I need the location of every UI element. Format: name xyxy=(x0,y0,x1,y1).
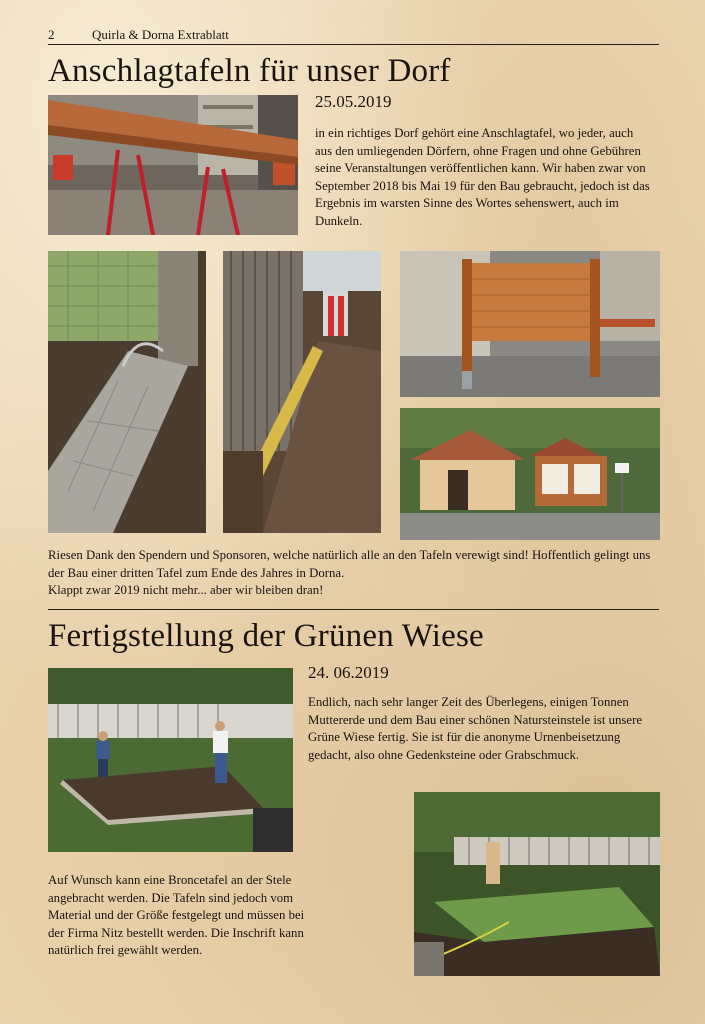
photo-workshop-board xyxy=(48,95,298,235)
article1-intro: in ein richtiges Dorf gehört eine Anschlagtafel, wo jeder, auch aus den umliegenden Dörfern, ohne Fragen und ohne Gebühren seine Veranstaltungen veröffentlichen kann. Wir haben zwar von September 2018 bis Mai 19 für den Bau gebraucht, jedoch ist das Ergebnis im warsten Sinne des Wortes sehenswert, auch im Dunkeln. xyxy=(315,126,650,228)
article2-title: Fertigstellung der Grünen Wiese xyxy=(48,618,484,654)
photo-finished-boards xyxy=(400,408,660,540)
article1-thanks: Riesen Dank den Spendern und Sponsoren, welche natürlich alle an den Tafeln verewigt sind! Hoffentlich gelingt uns der Bau einer dritten Tafel zum Ende des Jahres in Dorna. xyxy=(48,548,651,580)
photo-meadow-work xyxy=(48,668,293,852)
article2-date: 24. 06.2019 xyxy=(308,663,389,682)
publication-title: Quirla & Dorna Extrablatt xyxy=(92,27,229,42)
photo-foundation xyxy=(48,251,206,533)
photo-cable-trench xyxy=(223,251,381,533)
header-rule xyxy=(48,44,659,45)
photo-meadow-stele xyxy=(414,792,660,976)
article2-note: Auf Wunsch kann eine Broncetafel an der Stele angebracht werden. Die Tafeln sind jedoch vom Material und der Größe festgelegt und müssen bei der Firma Nitz bestellt werden. Die Inschrift kann natürlich frei gewählt werden. xyxy=(48,873,305,958)
article2-body: Endlich, nach sehr langer Zeit des Überlegens, einigen Tonnen Muttererde und dem Bau einer schönen Natursteinstele ist unsere Grüne Wiese fertig. Sie ist für die anonyme Urnenbeisetzung gedacht, also ohne Gedenksteine oder Grabschmuck. xyxy=(308,695,643,762)
section-rule xyxy=(48,609,659,610)
article1-date: 25.05.2019 xyxy=(315,92,392,111)
article1-title: Anschlagtafeln für unser Dorf xyxy=(48,53,451,89)
page-number: 2 xyxy=(48,27,55,42)
article1-outlook: Klappt zwar 2019 nicht mehr... aber wir bleiben dran! xyxy=(48,583,324,597)
photo-board-frame xyxy=(400,251,660,397)
